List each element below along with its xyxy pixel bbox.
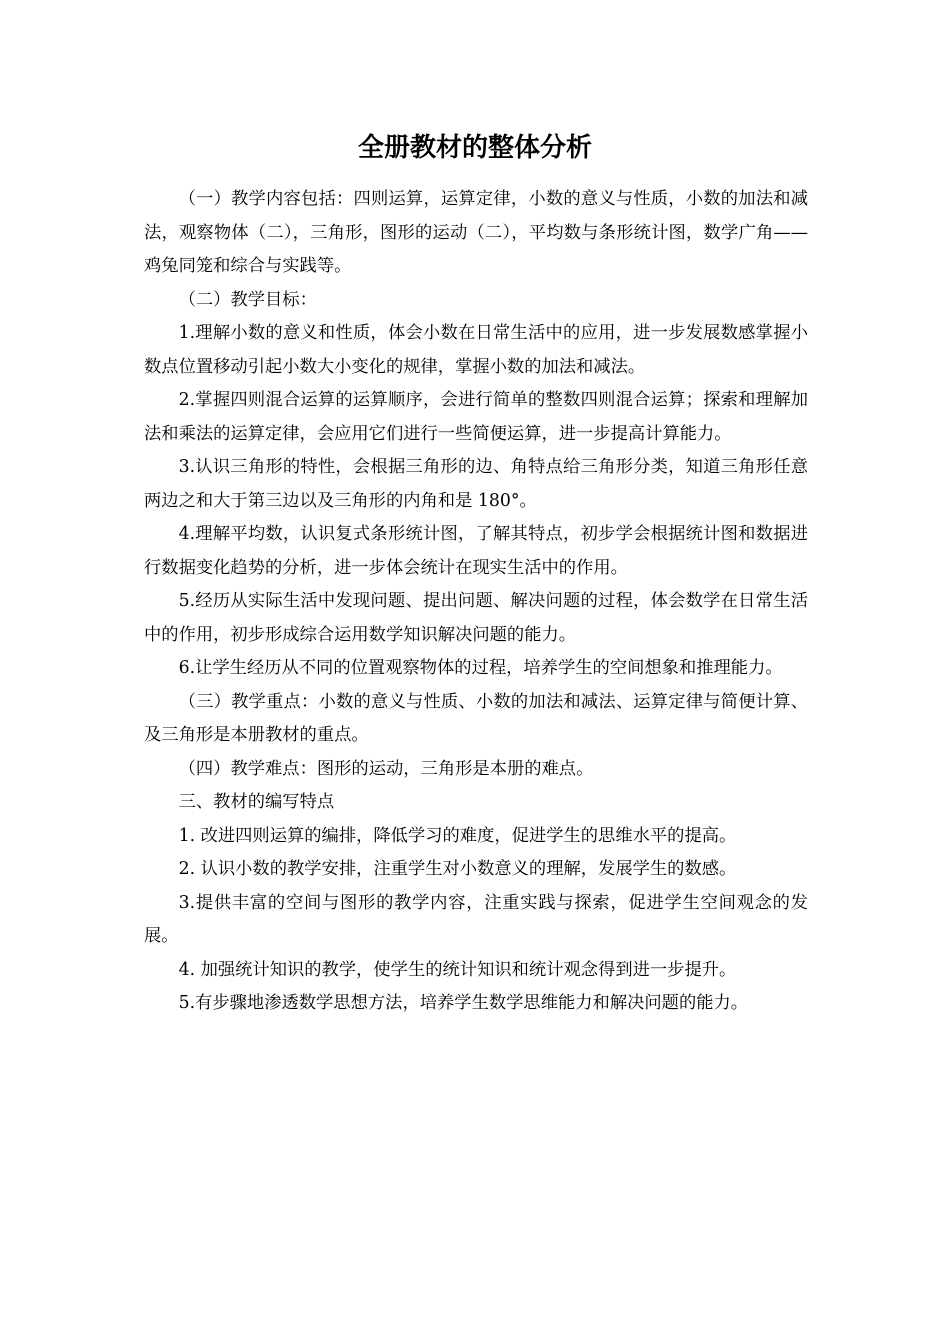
paragraph-goal-6: 6.让学生经历从不同的位置观察物体的过程，培养学生的空间想象和推理能力。 — [178, 658, 783, 678]
page-title: 全册教材的整体分析 — [357, 133, 592, 163]
paragraph-feature-3: 3.提供丰富的空间与图形的教学内容，注重实践与探索，促进学生空间观念的发展。 — [144, 892, 808, 946]
paragraph-key-points: （三）教学重点：小数的意义与性质、小数的加法和减法、运算定律与简便计算、及三角形是本册教材的重点。 — [144, 691, 808, 745]
paragraph-goal-1: 1.理解小数的意义和性质，体会小数在日常生活中的应用，进一步发展数感掌握小数点位置移动引起小数大小变化的规律，掌握小数的加法和减法。 — [144, 323, 808, 377]
paragraph-feature-4: 4. 加强统计知识的教学，使学生的统计知识和统计观念得到进一步提升。 — [178, 959, 737, 980]
paragraph-feature-5: 5.有步骤地渗透数学思想方法，培养学生数学思维能力和解决问题的能力。 — [178, 993, 749, 1013]
paragraph-goal-3: 3.认识三角形的特性，会根据三角形的边、角特点给三角形分类，知道三角形任意两边之和大于第三边以及三角形的内角和是 180°。 — [144, 457, 808, 511]
paragraph-goal-5: 5.经历从实际生活中发现问题、提出问题、解决问题的过程，体会数学在日常生活中的作用，初步形成综合运用数学知识解决问题的能力。 — [144, 591, 808, 645]
paragraph-goal-4: 4.理解平均数，认识复式条形统计图，了解其特点，初步学会根据统计图和数据进行数据变化趋势的分析，进一步体会统计在现实生活中的作用。 — [144, 524, 808, 578]
paragraph-goal-2: 2.掌握四则混合运算的运算顺序，会进行简单的整数四则混合运算；探索和理解加法和乘法的运算定律，会应用它们进行一些简便运算，进一步提高计算能力。 — [144, 390, 808, 444]
paragraph-teaching-goals-heading: （二）教学目标： — [178, 289, 317, 310]
paragraph-feature-2: 2. 认识小数的教学安排，注重学生对小数意义的理解，发展学生的数感。 — [178, 859, 737, 879]
paragraph-difficulties: （四）教学难点：图形的运动，三角形是本册的难点。 — [178, 758, 594, 779]
paragraph-teaching-content: （一）教学内容包括：四则运算，运算定律，小数的意义与性质，小数的加法和减法，观察物体（二），三角形，图形的运动（二），平均数与条形统计图，数学广角——鸡兔同笼和综合与实践等。 — [144, 189, 808, 276]
document-body — [144, 183, 808, 1021]
paragraph-feature-1: 1. 改进四则运算的编排，降低学习的难度，促进学生的思维水平的提高。 — [178, 825, 737, 846]
section-heading-features: 三、教材的编写特点 — [178, 792, 335, 812]
